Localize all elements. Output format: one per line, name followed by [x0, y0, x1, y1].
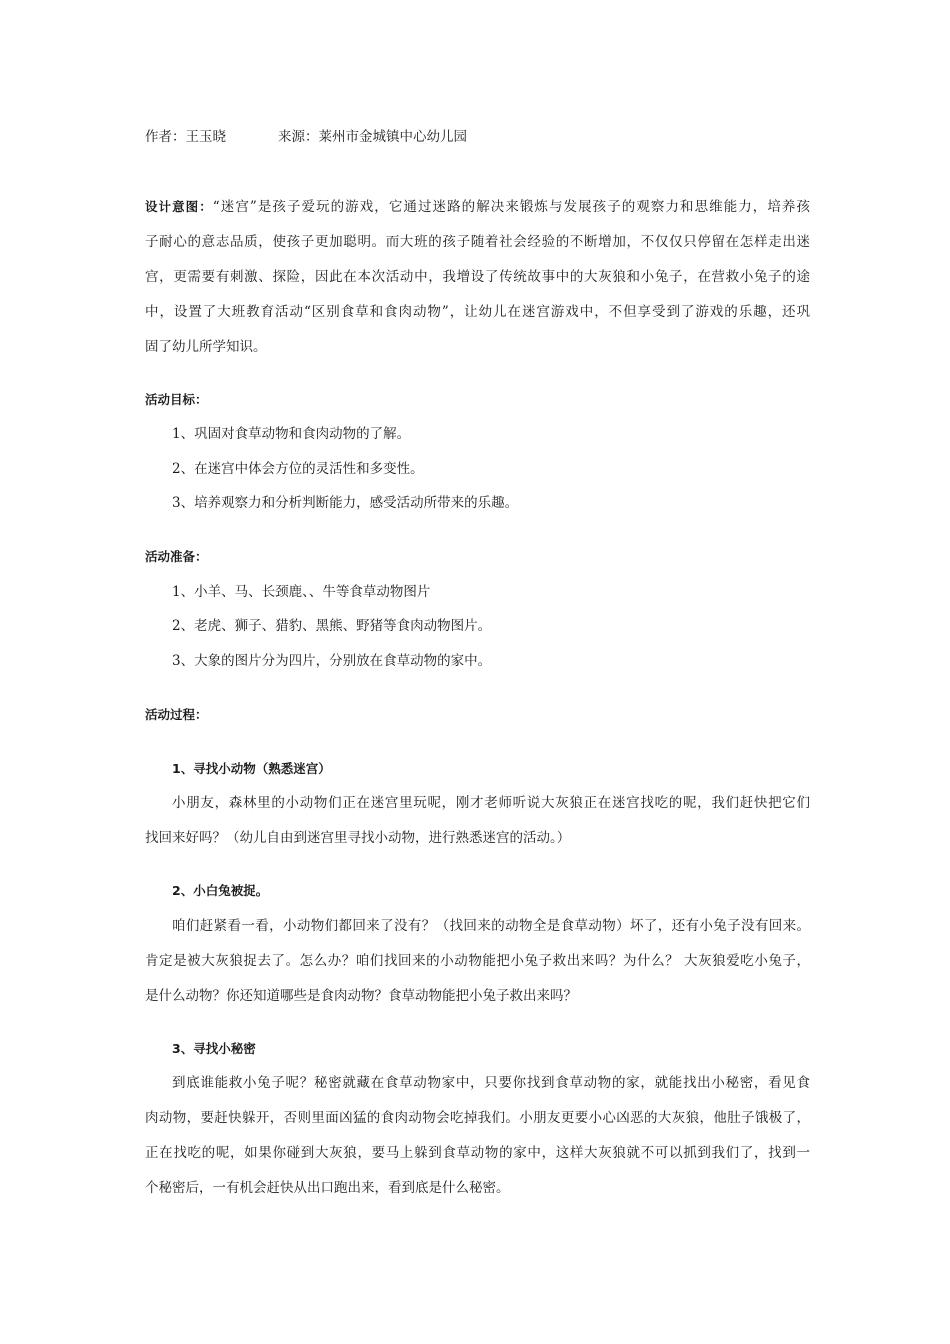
section-2-line-3: 是什么动物？你还知道哪些是食肉动物？食草动物能把小兔子救出来吗？: [145, 988, 577, 1004]
section-3-title: 3、寻找小秘密: [172, 1041, 256, 1056]
author-name: 王玉晓: [185, 129, 226, 145]
section-1-line-1: 小朋友，森林里的小动物们正在迷宫里玩呢，刚才老师听说大灰狼正在迷宫找吃的呢，我们赶快把它们: [172, 795, 810, 811]
section-2-line-1: 咱们赶紧看一看，小动物们都回来了没有？（找回来的动物全是食草动物）坏了，还有小兔子没有回来。: [172, 918, 810, 934]
design-line-3: 宫，更需要有刺激、探险，因此在本次活动中，我增设了传统故事中的大灰狼和小兔子，在营救小兔子的途: [145, 269, 810, 285]
author-label: 作者：: [145, 129, 186, 145]
design-line-1: [145, 198, 810, 216]
meta-line: [145, 128, 467, 146]
design-heading: 设计意图：: [145, 199, 213, 214]
source-block: [278, 128, 467, 146]
prep-item-2: 2、老虎、狮子、猎豹、黑熊、野猪等食肉动物图片。: [172, 618, 492, 634]
design-line-2: 子耐心的意志品质，使孩子更加聪明。而大班的孩子随着社会经验的不断增加，不仅仅只停留在怎样走出迷: [145, 234, 810, 250]
section-3-line-1: 到底谁能救小兔子呢？秘密就藏在食草动物家中，只要你找到食草动物的家，就能找出小秘密，看见食: [172, 1075, 810, 1091]
design-line-4: 中，设置了大班教育活动“区别食草和食肉动物”，让幼儿在迷宫游戏中，不但享受到了游戏的乐趣，还巩: [145, 304, 810, 320]
section-3-line-3: 正在找吃的呢，如果你碰到大灰狼，要马上躲到食草动物的家中，这样大灰狼就不可以抓到我们了，找到一: [145, 1145, 810, 1161]
goal-item-3: 3、培养观察力和分析判断能力，感受活动所带来的乐趣。: [172, 495, 519, 511]
design-text-1: “迷宫”是孩子爱玩的游戏，它通过迷路的解决来锻炼与发展孩子的观察力和思维能力，培养孩: [212, 199, 810, 215]
section-2-line-2: 肯定是被大灰狼捉去了。怎么办？咱们找回来的小动物能把小兔子救出来吗？为什么？ 大灰狼爱吃小兔子，: [145, 953, 810, 969]
section-2-title: 2、小白兔被捉。: [172, 883, 269, 898]
prep-heading: 活动准备：: [145, 549, 208, 564]
section-3-line-4: 个秘密后，一有机会赶快从出口跑出来，看到底是什么秘密。: [145, 1180, 510, 1196]
goal-item-1: 1、巩固对食草动物和食肉动物的了解。: [172, 426, 411, 442]
process-heading: 活动过程：: [145, 707, 208, 722]
section-3-line-2: 肉动物，要赶快躲开，否则里面凶猛的食肉动物会吃掉我们。小朋友更要小心凶恶的大灰狼，他肚子饿极了，: [145, 1110, 810, 1126]
prep-item-1: 1、小羊、马、长颈鹿、、牛等食草动物图片: [172, 584, 431, 600]
prep-item-3: 3、大象的图片分为四片，分别放在食草动物的家中。: [172, 653, 492, 669]
goals-heading: 活动目标：: [145, 392, 208, 407]
source-name: 莱州市金城镇中心幼儿园: [318, 129, 467, 145]
source-label: 来源：: [278, 129, 319, 145]
goal-item-2: 2、在迷宫中体会方位的灵活性和多变性。: [172, 461, 424, 477]
section-1-line-2: 找回来好吗？（幼儿自由到迷宫里寻找小动物，进行熟悉迷宫的活动。）: [145, 830, 571, 846]
design-line-5: 固了幼儿所学知识。: [145, 339, 267, 355]
section-1-title: 1、寻找小动物（熟悉迷宫）: [172, 761, 331, 776]
